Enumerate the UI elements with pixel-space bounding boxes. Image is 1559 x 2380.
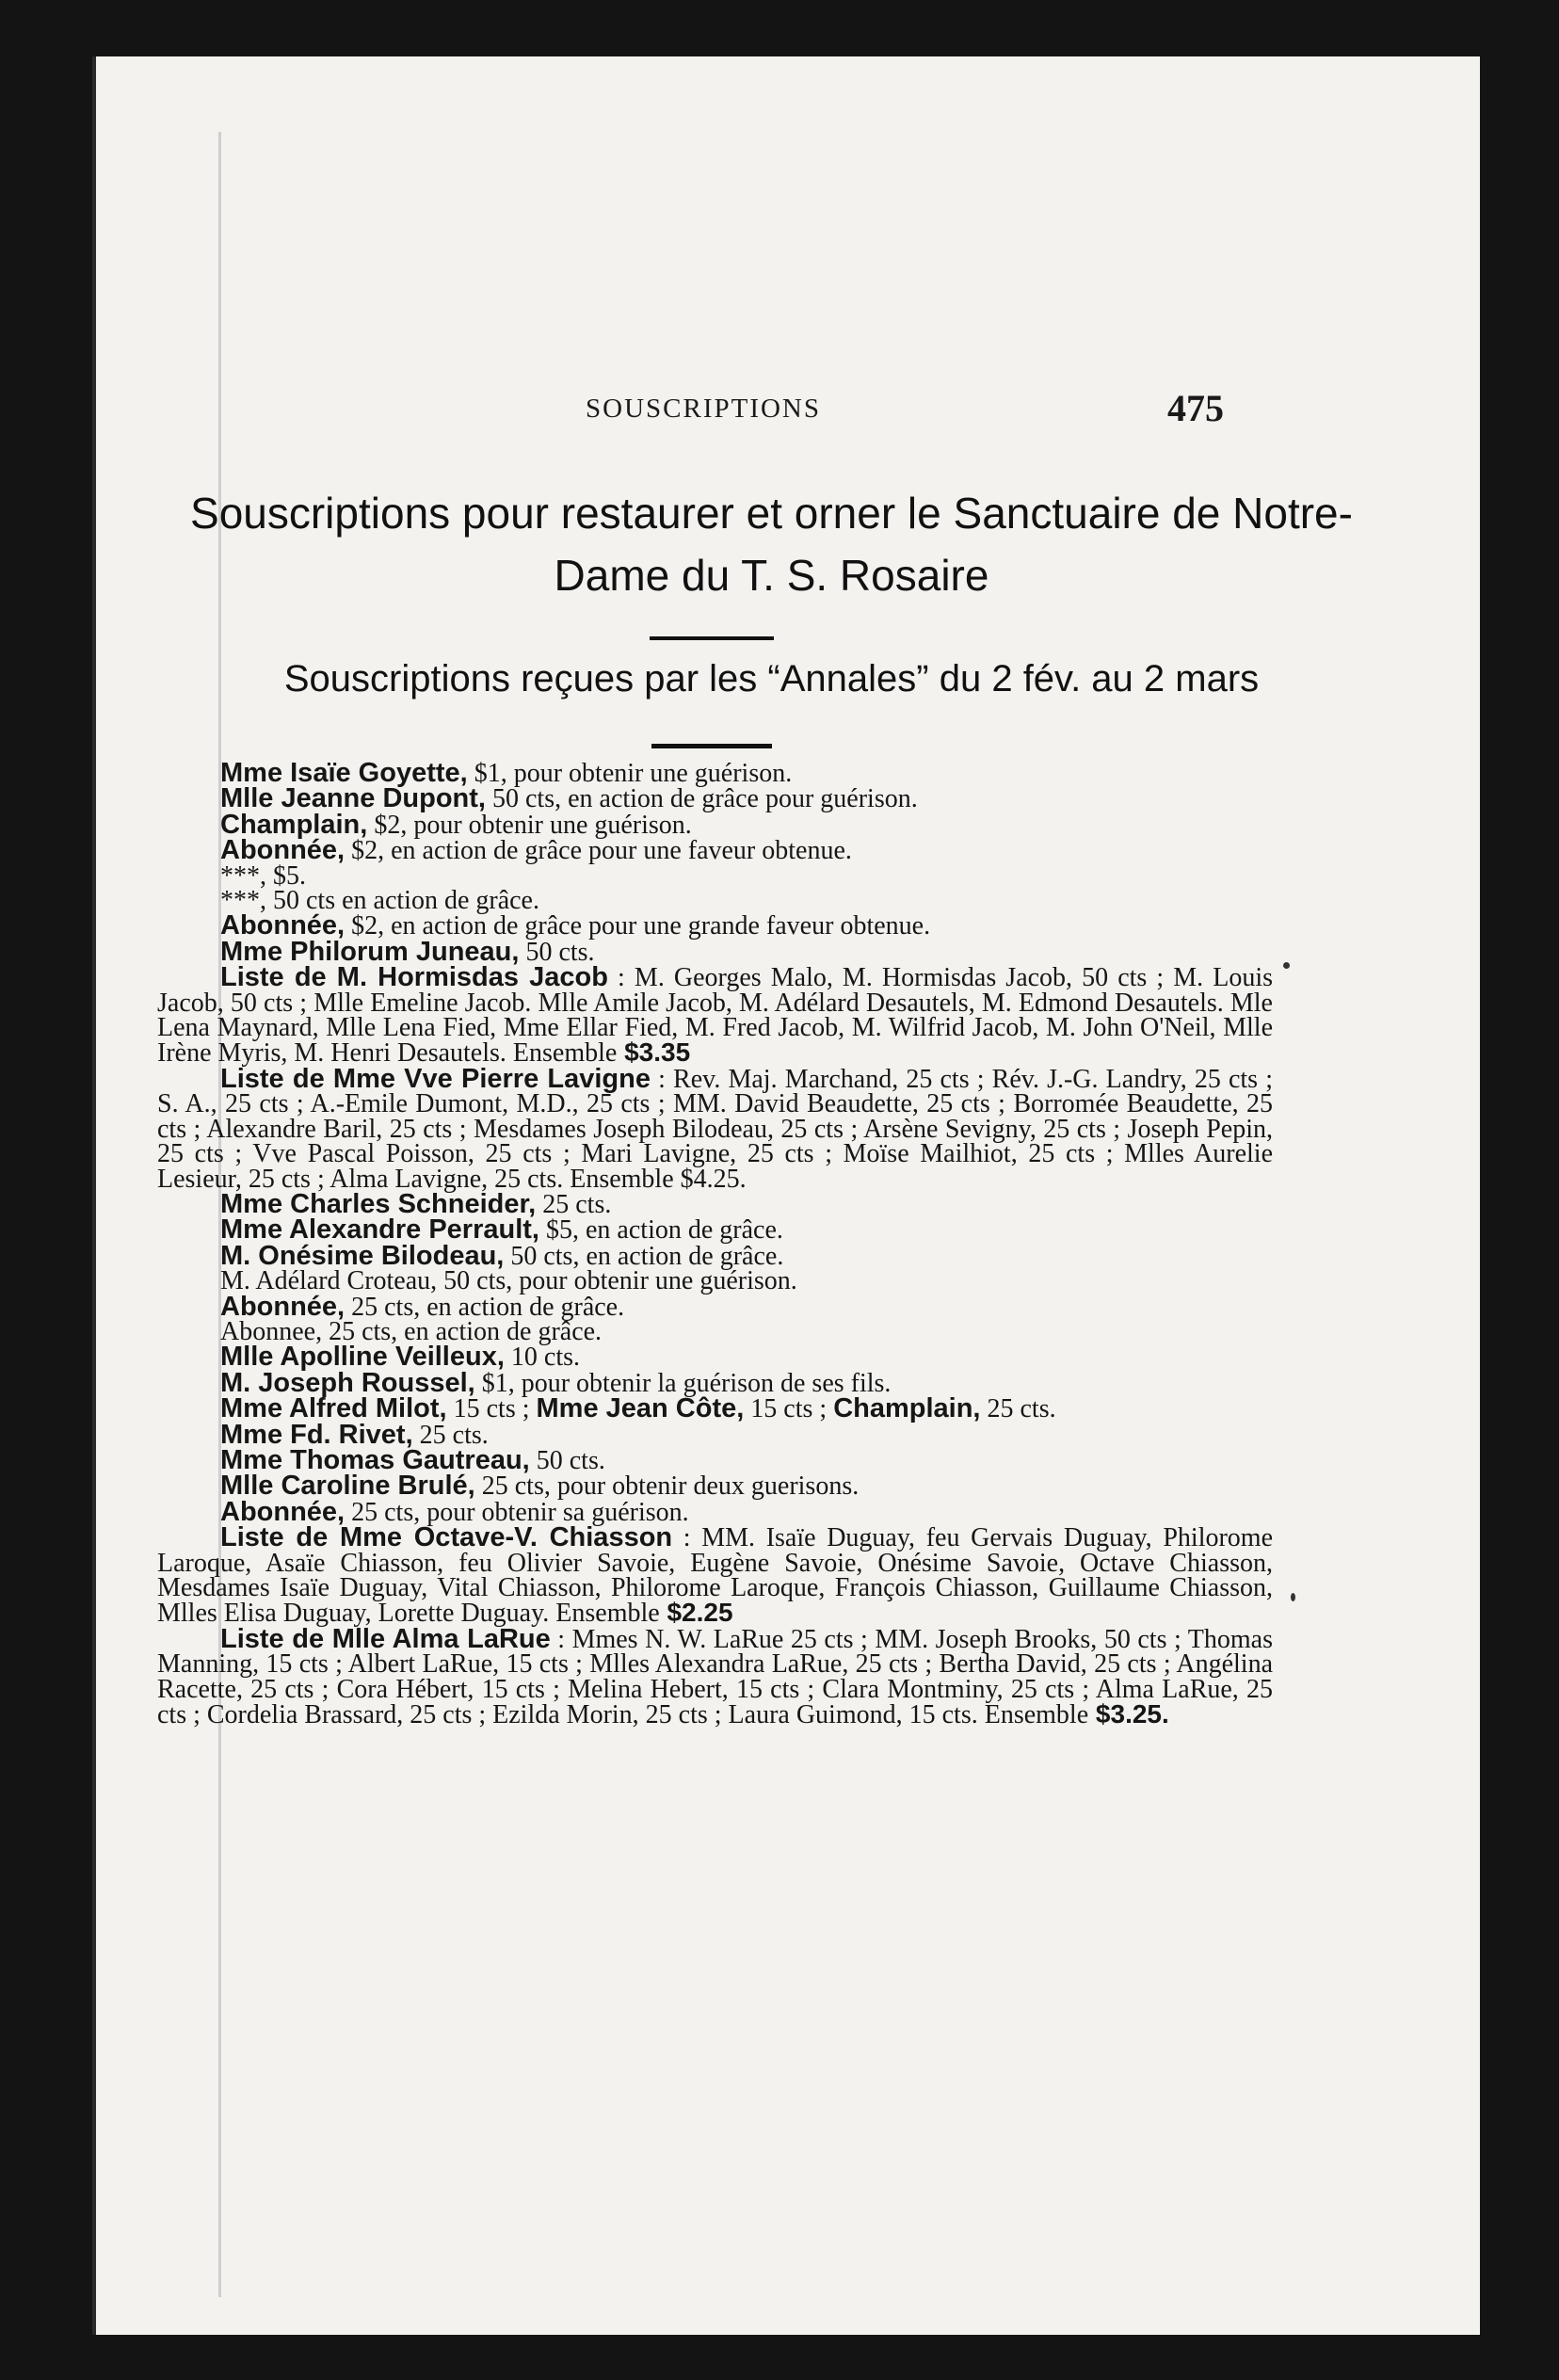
running-head: SOUSCRIPTIONS <box>586 394 821 424</box>
list-item: Liste de Mme Octave-V. Chiasson : MM. Isaïe Duguay, feu Gervais Duguay, Philorome Laroque, Asaïe Chiasson, feu Olivier Savoie, Eugène Savoie, Onésime Savoie, Octave Chiasson, Mesdames Isaïe Duguay, Vital Chiasson, Philorome Laroque, François Chiasson, Guillaume Chiasson, Mlles Elisa Duguay, Lorette Duguay. Ensemble $2.25 <box>157 1522 1274 1629</box>
article-subtitle: Souscriptions reçues par les “Annales” du 2 fév. au 2 mars <box>283 658 1260 700</box>
list-item: M. Adélard Croteau, 50 cts, pour obtenir une guérison. <box>220 1266 797 1296</box>
list-item: Abonnee, 25 cts, en action de grâce. <box>220 1316 603 1346</box>
list-item: M. Onésime Bilodeau, 50 cts, en action de grâce. <box>220 1240 784 1271</box>
subtitle-divider <box>651 744 772 748</box>
list-item: Mme Alfred Milot, 15 cts ; Mme Jean Côte, 15 cts ; Champlain, 25 cts. <box>220 1393 1056 1424</box>
list-item: Abonnée, 25 cts, en action de grâce. <box>220 1291 625 1322</box>
list-item: ***, 50 cts en action de grâce. <box>220 886 539 916</box>
list-item: Abonnée, $2, en action de grâce pour une grande faveur obtenue. <box>220 910 931 941</box>
list-item: Mme Alexandre Perrault, $5, en action de grâce. <box>220 1214 783 1246</box>
print-speck <box>1291 1593 1295 1601</box>
book-page <box>92 56 1480 2335</box>
print-speck <box>1283 962 1290 969</box>
subscription-list <box>157 758 1274 1730</box>
list-item: Champlain, $2, pour obtenir une guérison. <box>220 809 692 840</box>
list-item: Mme Fd. Rivet, 25 cts. <box>220 1419 489 1450</box>
list-item: Liste de Mlle Alma LaRue : Mmes N. W. LaRue 25 cts ; MM. Joseph Brooks, 50 cts ; Thomas Manning, 15 cts ; Albert LaRue, 15 cts ; Mlles Alexandra LaRue, 25 cts ; Bertha David, 25 cts ; Angélina Racette, 25 cts ; Cora Hébert, 15 cts ; Melina Hebert, 15 cts ; Clara Montminy, 25 cts ; Alma LaRue, 25 cts ; Cordelia Brassard, 25 cts ; Ezilda Morin, 25 cts ; Laura Guimond, 15 cts. Ensemble $3.25. <box>157 1623 1273 1730</box>
article-title: Souscriptions pour restaurer et orner le Sanctuaire de Notre-Dame du T. S. Rosaire <box>190 489 1353 600</box>
list-item: Mme Philorum Juneau, 50 cts. <box>220 936 595 967</box>
list-item: Liste de Mme Vve Pierre Lavigne : Rev. Maj. Marchand, 25 cts ; Rév. J.-G. Landry, 25 cts ; S. A., 25 cts ; A.-Emile Dumont, M.D., 25 cts ; MM. David Beaudette, 25 cts ; Borromée Beaudette, 25 cts ; Alexandre Baril, 25 cts ; Mesdames Joseph Bilodeau, 25 cts ; Arsène Sevigny, 25 cts ; Joseph Pepin, 25 cts ; Vve Pascal Poisson, 25 cts ; Mari Lavigne, 25 cts ; Moïse Mailhiot, 25 cts ; Mlles Aurelie Lesieur, 25 cts ; Alma Lavigne, 25 cts. Ensemble $4.25. <box>157 1063 1273 1194</box>
list-item: Mme Thomas Gautreau, 50 cts. <box>220 1444 605 1475</box>
list-item: ***, $5. <box>220 860 306 891</box>
list-item: Abonnée, 25 cts, pour obtenir sa guérison. <box>220 1496 689 1527</box>
list-item: Mme Isaïe Goyette, $1, pour obtenir une guérison. <box>220 758 793 788</box>
list-item: Mlle Jeanne Dupont, 50 cts, en action de grâce pour guérison. <box>220 783 918 814</box>
title-divider <box>650 636 774 640</box>
list-item: Mlle Apolline Veilleux, 10 cts. <box>220 1342 581 1373</box>
list-item: Mme Charles Schneider, 25 cts. <box>220 1188 612 1219</box>
page-header <box>96 386 1480 433</box>
list-item: Liste de M. Hormisdas Jacob : M. Georges Malo, M. Hormisdas Jacob, 50 cts ; M. Louis Jacob, 50 cts ; Mlle Emeline Jacob. Mlle Amile Jacob, M. Adélard Desautels, M. Edmond Desautels. Mle Lena Maynard, Mlle Lena Fied, Mme Ellar Fied, M. Fred Jacob, M. Wilfrid Jacob, M. John O'Neil, Mlle Irène Myris, M. Henri Desautels. Ensemble $3.35 <box>157 962 1273 1069</box>
list-item: Abonnée, $2, en action de grâce pour une faveur obtenue. <box>220 835 852 866</box>
list-item: M. Joseph Roussel, $1, pour obtenir la guérison de ses fils. <box>220 1367 892 1398</box>
page-number: 475 <box>1167 387 1224 429</box>
list-item: Mlle Caroline Brulé, 25 cts, pour obtenir deux guerisons. <box>220 1471 860 1502</box>
